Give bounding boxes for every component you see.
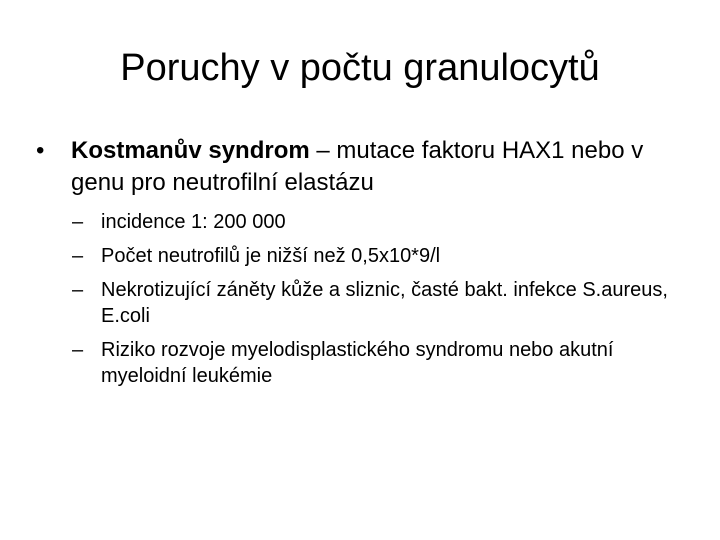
slide-body	[36, 135, 686, 397]
sub-bullet-item	[36, 243, 686, 269]
sub-bullet-list	[36, 209, 686, 389]
sub-bullet-item	[36, 337, 686, 389]
bullet-item	[36, 135, 686, 199]
sub-bullet-item	[36, 277, 686, 329]
sub-bullet-text: Riziko rozvoje myelodisplastického syndromu nebo akutní myeloidní leukémie	[101, 339, 614, 387]
sub-bullet-text: incidence 1: 200 000	[101, 211, 286, 233]
dash-icon: –	[72, 339, 84, 361]
dash-icon: –	[72, 279, 84, 301]
dash-icon: –	[72, 211, 84, 233]
sub-bullet-text: Počet neutrofilů je nižší než 0,5x10*9/l	[101, 245, 441, 267]
slide-title: Poruchy v počtu granulocytů	[120, 47, 600, 89]
dash-icon: –	[72, 245, 84, 267]
bullet-icon: •	[36, 137, 45, 164]
sub-bullet-item	[36, 209, 686, 235]
sub-bullet-text: Nekrotizující záněty kůže a sliznic, časté bakt. infekce S.aureus, E.coli	[101, 279, 668, 327]
bullet-bold-text: Kostmanův syndrom	[71, 137, 310, 164]
bullet-text: – mutace faktoru HAX1 nebo v genu pro neutrofilní elastázu	[71, 137, 644, 196]
